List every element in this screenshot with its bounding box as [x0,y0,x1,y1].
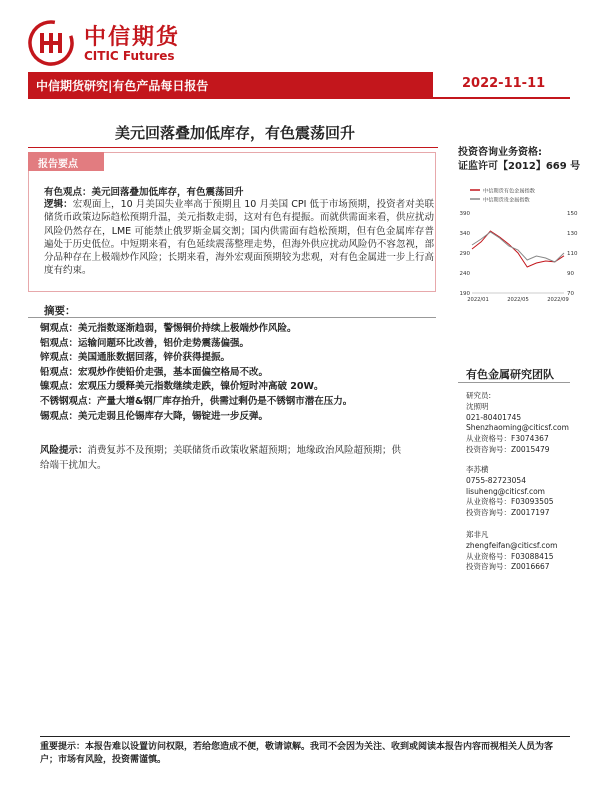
report-title: 美元回落叠加低库存，有色震荡回升 [114,124,355,142]
y-right-tick-label: 70 [567,291,574,297]
view-copper: 铜观点：美元指数逐渐趋弱，警惕铜价持续上极端炒作风险。 [40,323,297,334]
y-left-tick-label: 290 [459,251,470,257]
analyst-name: 李苏横 [466,465,489,474]
analyst-qualification: 从业资格号：F3074367 [466,434,549,444]
license-number: 证监许可【2012】669 号 [458,161,581,172]
y-right-tick-label: 150 [567,211,578,217]
risk-label: 风险提示： [40,445,88,456]
y-left-tick-label: 240 [459,271,470,277]
disclaimer-divider [40,736,570,737]
analyst-line: 研究员: [466,391,492,400]
abstract-title: 摘要： [44,305,76,317]
summary-logic-label: 逻辑： [44,199,73,210]
license-label: 投资咨询业务资格: [458,147,542,158]
legend-label: 中信期货贵金属指数 [483,197,530,204]
brand-name-cn: 中信期货 [84,25,181,50]
x-tick-label: 2022/09 [547,297,569,303]
analyst-block [466,391,576,456]
summary-headline: 有色观点：美元回落叠加低库存，有色震荡回升 [44,187,244,198]
citic-logo-icon [28,20,74,66]
y-left-tick-label: 340 [459,231,470,237]
analyst-consulting-id: 投资咨询号：Z0015479 [466,444,550,454]
views-list [40,322,436,424]
summary-tab [28,152,104,171]
analyst-block [466,530,576,573]
analyst-email[interactable]: zhengfeifan@citicsf.com [466,540,558,550]
analyst-phone: 021-80401745 [466,412,522,422]
disclaimer: 重要提示：本报告难以设置访问权限，若给您造成不便，敬请谅解。我司不会因为关注、收到或阅读本报告内容而视相关人员为客户；市场有风险，投资需谨慎。 [40,742,554,765]
legend-label: 中信期货有色金属指数 [483,188,535,195]
analyst-qualification: 从业资格号：F03093505 [466,497,554,507]
analyst-email[interactable]: lisuheng@citicsf.com [466,486,545,496]
report-type-label: 中信期货研究|有色产品每日报告 [36,79,209,93]
analyst-phone: 0755-82723054 [466,475,526,485]
x-tick-label: 2022/05 [507,297,529,303]
brand-name-en: CITIC Futures [84,49,175,63]
summary-logic-text: 宏观面上，10 月美国失业率高于预期且 10 月美国 CPI 低于市场预期，投资者对美联储货币政策边际趋松预期升温，美元指数走弱，这对有色有提振。而就供需面来看，供应扰动风险仍然存在，LME 可能禁止俄罗斯金属交割；国内供需面有趋松预期，但有色金属库存普遍处于历史低位。中短期来看，有色延续震荡整理走势，但海外供应扰动风险仍不容忽视，部分品种存在上极端炒作风险；长期来看，海外宏观面预期较为悲观，对有色金属进一步上行高度有约束。 [44,199,434,277]
analyst-name: 郑非凡 [466,530,489,539]
view-nickel: 镍观点：宏观压力缓释美元指数继续走跌，镍价短时冲高破 20W。 [40,381,324,393]
y-right-tick-label: 130 [567,231,578,237]
header-divider [28,97,570,99]
report-type-bar [28,72,433,98]
analyst-name: 沈照明 [466,401,489,411]
y-left-tick-label: 390 [459,211,470,217]
index-chart [452,183,582,307]
risk-warning [40,443,410,473]
team-title: 有色金属研究团队 [466,368,554,381]
y-left-tick-label: 190 [459,291,470,297]
analyst-qualification: 从业资格号：F03088415 [466,551,554,561]
team-divider [458,382,570,383]
analyst-consulting-id: 投资咨询号：Z0017197 [466,508,550,518]
analyst-block [466,465,576,519]
x-tick-label: 2022/01 [467,297,489,303]
analyst-consulting-id: 投资咨询号：Z0016667 [466,562,550,572]
title-divider [28,147,438,148]
view-stainless-steel: 不锈钢观点：产量大增&钢厂库存抬升，供需过剩仍是不锈钢市潜在压力。 [40,395,353,407]
report-date: 2022-11-11 [462,76,546,91]
y-right-tick-label: 90 [567,271,574,277]
summary-logic [44,198,434,278]
view-aluminum: 铝观点：运输问题环比改善，铝价走势震荡偏强。 [40,337,250,349]
analyst-email[interactable]: Shenzhaoming@citicsf.com [466,423,569,433]
summary-tab-label: 报告要点 [38,159,78,170]
y-right-tick-label: 110 [567,251,578,257]
view-lead: 铅观点：宏观炒作使铅价走强，基本面偏空格局不改。 [40,366,269,378]
view-tin: 锡观点：美元走弱且伦锡库存大降，锡锭进一步反弹。 [40,410,269,422]
abstract-divider [28,317,436,318]
view-zinc: 锌观点：美国通胀数据回落，锌价获得提振。 [40,352,231,364]
series-line [472,231,564,267]
risk-text: 消费复苏不及预期；美联储货币政策收紧超预期；地缘政治风险超预期；供给端干扰加大。 [40,445,402,471]
